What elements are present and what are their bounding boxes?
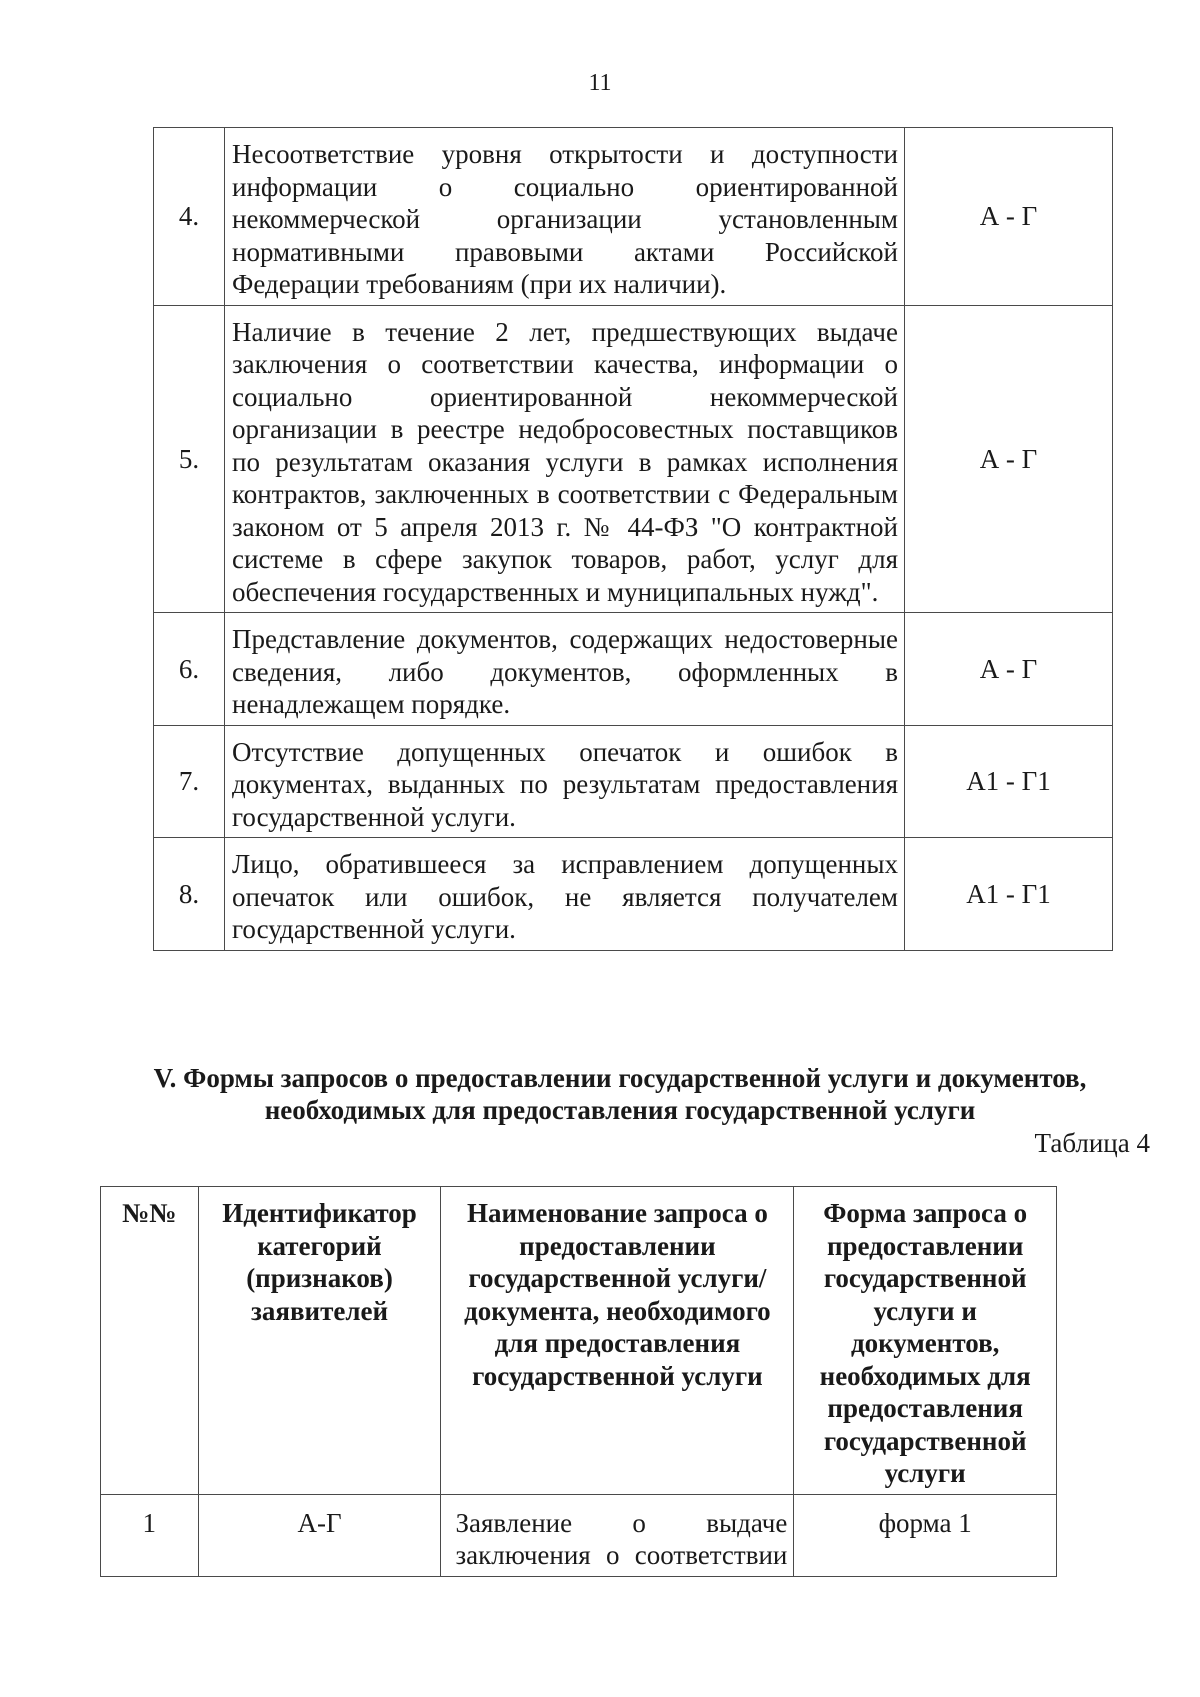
row-number: 5. [154,305,225,613]
cell-form: форма 1 [794,1494,1057,1576]
section-heading: V. Формы запросов о предоставлении государственной услуги и документов, необходимых для предоставления государственной услуги [153,1063,1087,1125]
table-row [154,613,1113,726]
header-request-name: Наименование запроса о предоставлении государственной услуги/документа, необходимого для предоставления государственной услуги [441,1187,794,1495]
row-number: 6. [154,613,225,726]
row-applicant-categories: А - Г [905,613,1113,726]
row-description: Наличие в течение 2 лет, предшествующих выдаче заключения о соответствии качества, информации о социально ориентированной некоммерческой организации в реестре недобросовестных поставщиков по результатам оказания услуги в рамках исполнения контрактов, заключенных в соответствии с Федеральным законом от 5 апреля 2013 г. № 44-ФЗ "О контрактной системе в сфере закупок товаров, работ, услуг для обеспечения государственных и муниципальных нужд". [225,305,905,613]
table-row [154,128,1113,306]
header-request-form: Форма запроса о предоставлении государственной услуги и документов, необходимых для предоставления государственной услуги [794,1187,1057,1495]
table-caption: Таблица 4 [1034,1128,1150,1158]
grounds-table [153,127,1113,951]
page-number: 11 [588,70,612,96]
table-row [154,725,1113,838]
table-row [101,1494,1057,1576]
row-applicant-categories: А - Г [905,305,1113,613]
row-number: 8. [154,838,225,951]
row-description: Представление документов, содержащих недостоверные сведения, либо документов, оформленных в ненадлежащем порядке. [225,613,905,726]
row-applicant-categories: А - Г [905,128,1113,306]
cell-request-name: Заявление о выдаче заключения о соответствии [441,1494,794,1576]
cell-category: А-Г [198,1494,441,1576]
row-number: 7. [154,725,225,838]
row-description: Отсутствие допущенных опечаток и ошибок в документах, выданных по результатам предоставления государственной услуги. [225,725,905,838]
table-row [154,305,1113,613]
header-applicant-category: Идентификатор категорий (признаков) заявителей [198,1187,441,1495]
table-row [154,838,1113,951]
cell-number: 1 [101,1494,199,1576]
header-number: №№ [101,1187,199,1495]
row-number: 4. [154,128,225,306]
row-description: Несоответствие уровня открытости и доступности информации о социально ориентированной некоммерческой организации установленным нормативными правовыми актами Российской Федерации требованиям (при их наличии). [225,128,905,306]
table-header-row [101,1187,1057,1495]
row-applicant-categories: А1 - Г1 [905,838,1113,951]
request-forms-table [100,1186,1057,1577]
row-description: Лицо, обратившееся за исправлением допущенных опечаток или ошибок, не является получателем государственной услуги. [225,838,905,951]
row-applicant-categories: А1 - Г1 [905,725,1113,838]
